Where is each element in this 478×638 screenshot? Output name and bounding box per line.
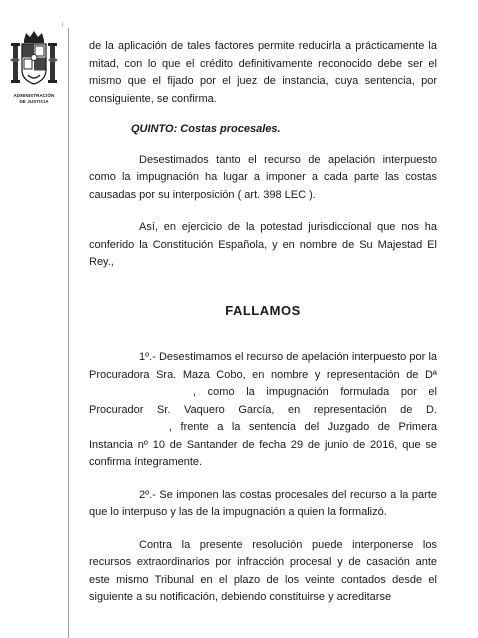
paragraph-ruling-1 [89, 349, 437, 472]
institution-label [8, 93, 60, 104]
ruling-1-part-b: , como la impugnación formulada por el Procurador Sr. Vaquero García, en representación de D. [89, 386, 437, 416]
ruling-1-part-c: , frente a la sentencia del Juzgado de Primera Instancia nº 10 de Santander de fecha 29 de junio de 2016, que se confirma íntegramente. [89, 421, 437, 468]
institution-label-line1: ADMINISTRACIÓN [13, 93, 55, 98]
institution-label-line2: DE JUSTICIA [19, 98, 49, 104]
paragraph-potestad: Así, en ejercicio de la potestad jurisdiccional que nos ha conferido la Constitución Española, y en nombre de Su Majestad El Rey., [89, 221, 437, 268]
margin-rule [68, 28, 69, 638]
coat-of-arms-icon [10, 30, 58, 92]
section-heading-quinto: QUINTO: Costas procesales. [131, 123, 281, 135]
corner-mark: ʲ [62, 22, 64, 29]
ruling-1-part-a: 1º.- Desestimamos el recurso de apelación interpuesto por la Procuradora Sra. Maza Cobo, en nombre y representación de Dª [89, 351, 437, 381]
paragraph-continuation: de la aplicación de tales factores permite reducirla a prácticamente la mitad, con lo que el crédito definitivamente reconocido debe ser el mismo que el fijado por el juez de instancia, cuya sentencia, por consiguiente, se confirma. [89, 40, 437, 105]
document-body [89, 38, 437, 607]
fallamos-heading: FALLAMOS [225, 302, 301, 318]
paragraph-ruling-2: 2º.- Se imponen las costas procesales del recurso a la parte que lo interpuso y las de la impugnación a quien la formalizó. [89, 488, 437, 518]
paragraph-recursos: Contra la presente resolución puede interponerse los recursos extraordinarios por infracción procesal y de casación ante este mismo Tribunal en el plazo de los veinte contados desde el siguiente a su notificación, debiendo constituirse y acreditarse [89, 538, 437, 603]
paragraph-costas: Desestimados tanto el recurso de apelación interpuesto como la impugnación ha lugar a imponer a cada parte las costas causadas por su interposición ( art. 398 LEC ). [89, 153, 437, 201]
